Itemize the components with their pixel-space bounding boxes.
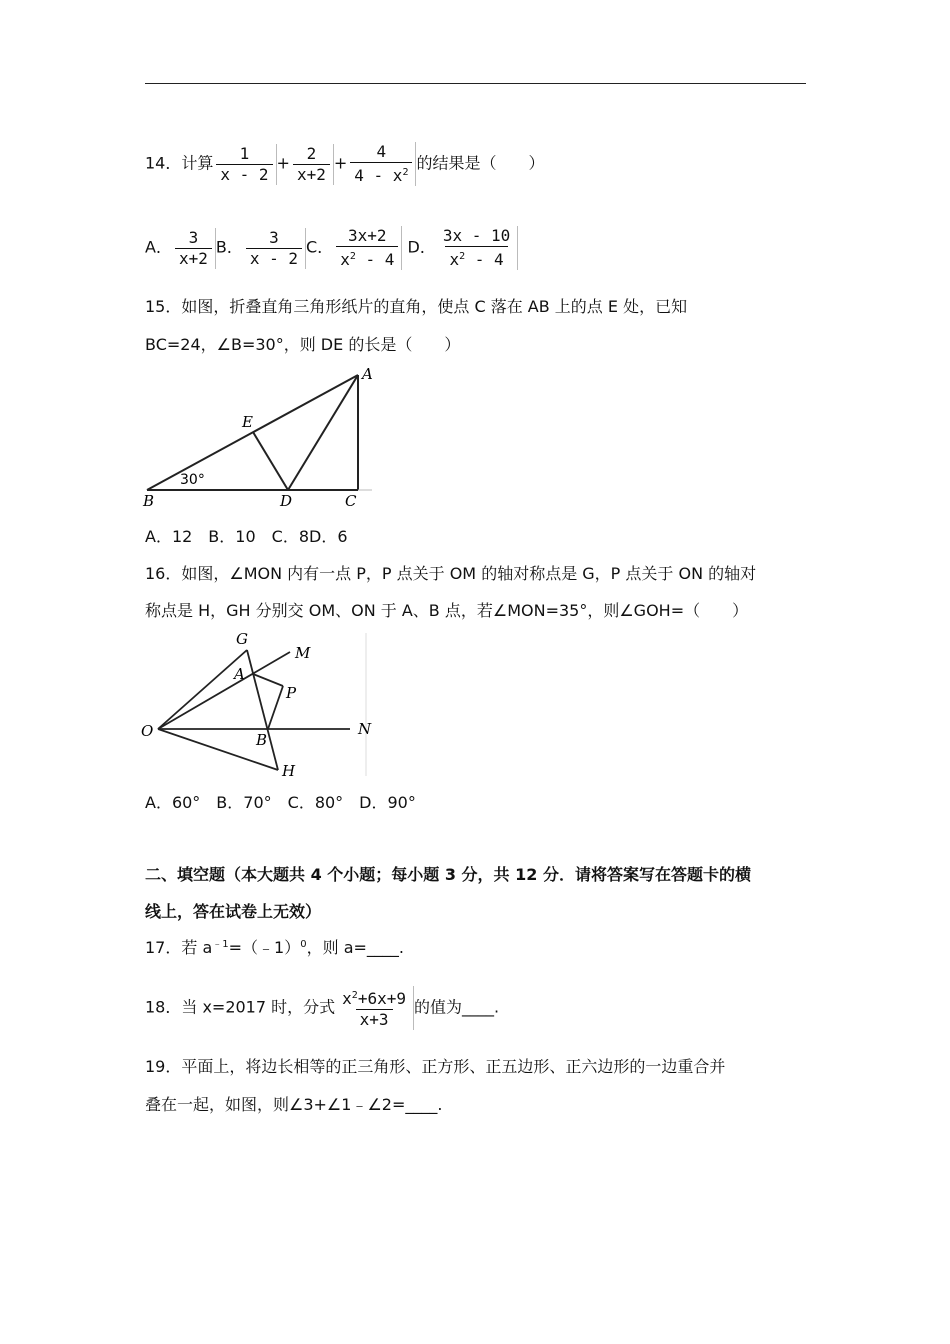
q16-figure <box>138 628 378 780</box>
q14-option-b: $\frac{3}{x - 2}$ <box>243 228 306 269</box>
q14-term3: $\frac{4}{4 - x^2}$ <box>347 142 416 186</box>
label-b: B <box>143 492 155 510</box>
q14-stem: 14．计算 $\frac{1}{x - 2}$ + $\frac{2}{x+2}$ + $\frac{4}{4 - x^2}$ 的结果是（ ） <box>145 142 545 185</box>
q19-line1: 19．平面上，将边长相等的正三角形、正方形、正五边形、正六边形的一边重合并 <box>145 1057 726 1076</box>
q16-line1: 16．如图，∠MON 内有一点 P，P 点关于 OM 的轴对称点是 G，P 点关于 ON 的轴对 <box>145 564 757 583</box>
label-m: M <box>295 644 311 662</box>
segment-gp <box>253 674 283 686</box>
label-o: O <box>141 722 154 740</box>
q18: 18．当 x=2017 时，分式 $\frac{x^2+6x+9}{x+3}$ 的值为____. <box>145 986 499 1030</box>
label-angle: 30° <box>180 472 205 488</box>
q14-term2: $\frac{2}{x+2}$ <box>290 144 334 185</box>
q14-option-d: $\frac{3x - 10}{x^2 - 4}$ <box>436 226 518 270</box>
q15-line1: 15．如图，折叠直角三角形纸片的直角，使点 C 落在 AB 上的点 E 处，已知 <box>145 297 688 316</box>
q15-options: A．12 B．10 C．8D．6 <box>145 527 348 546</box>
header-rule <box>145 83 806 84</box>
label-g: G <box>236 630 248 648</box>
segment-ph <box>268 686 283 729</box>
q14-options: A． $\frac{3}{x+2}$ B． $\frac{3}{x - 2}$ C． $\frac{3x+2}{x^2 - 4}$ D． $\frac{3x - 10}{x^2 - 4}$ <box>145 226 518 270</box>
section2-title-line1: 二、填空题（本大题共 4 个小题；每小题 3 分，共 12 分．请将答案写在答题卡的横 <box>145 865 751 884</box>
q19-line2: 叠在一起，如图，则∠3+∠1﹣∠2=____. <box>145 1095 443 1114</box>
q14-option-a: $\frac{3}{x+2}$ <box>172 228 216 269</box>
segment-da <box>288 375 358 490</box>
segment-ed <box>253 432 288 490</box>
label-d: D <box>280 492 293 510</box>
ray-om <box>158 652 290 729</box>
label-h: H <box>282 762 296 780</box>
label-p: P <box>286 684 297 702</box>
q16-options: A．60° B．70° C．80° D．90° <box>145 793 416 812</box>
section2-title-line2: 线上，答在试卷上无效） <box>145 902 322 921</box>
q17: 17．若 $a^{﹣1}=(﹣1)^0$，则 a=____. <box>145 938 404 957</box>
q14-option-c: $\frac{3x+2}{x^2 - 4}$ <box>333 226 402 270</box>
q14-term1: $\frac{1}{x - 2}$ <box>213 144 276 185</box>
q16-line2: 称点是 H，GH 分别交 OM、ON 于 A、B 点，若∠MON=35°，则∠GOH=（ ） <box>145 601 749 620</box>
label-a: A <box>362 365 373 383</box>
label-e: E <box>242 413 253 431</box>
label-n: N <box>358 720 372 738</box>
segment-og <box>158 650 247 729</box>
label-b: B <box>256 731 268 749</box>
q15-line2: BC=24，∠B=30°，则 DE 的长是（ ） <box>145 335 461 354</box>
q15-figure <box>140 362 380 512</box>
label-a: A <box>234 665 245 683</box>
q18-fraction: $\frac{x^2+6x+9}{x+3}$ <box>335 986 414 1030</box>
label-c: C <box>345 492 357 510</box>
